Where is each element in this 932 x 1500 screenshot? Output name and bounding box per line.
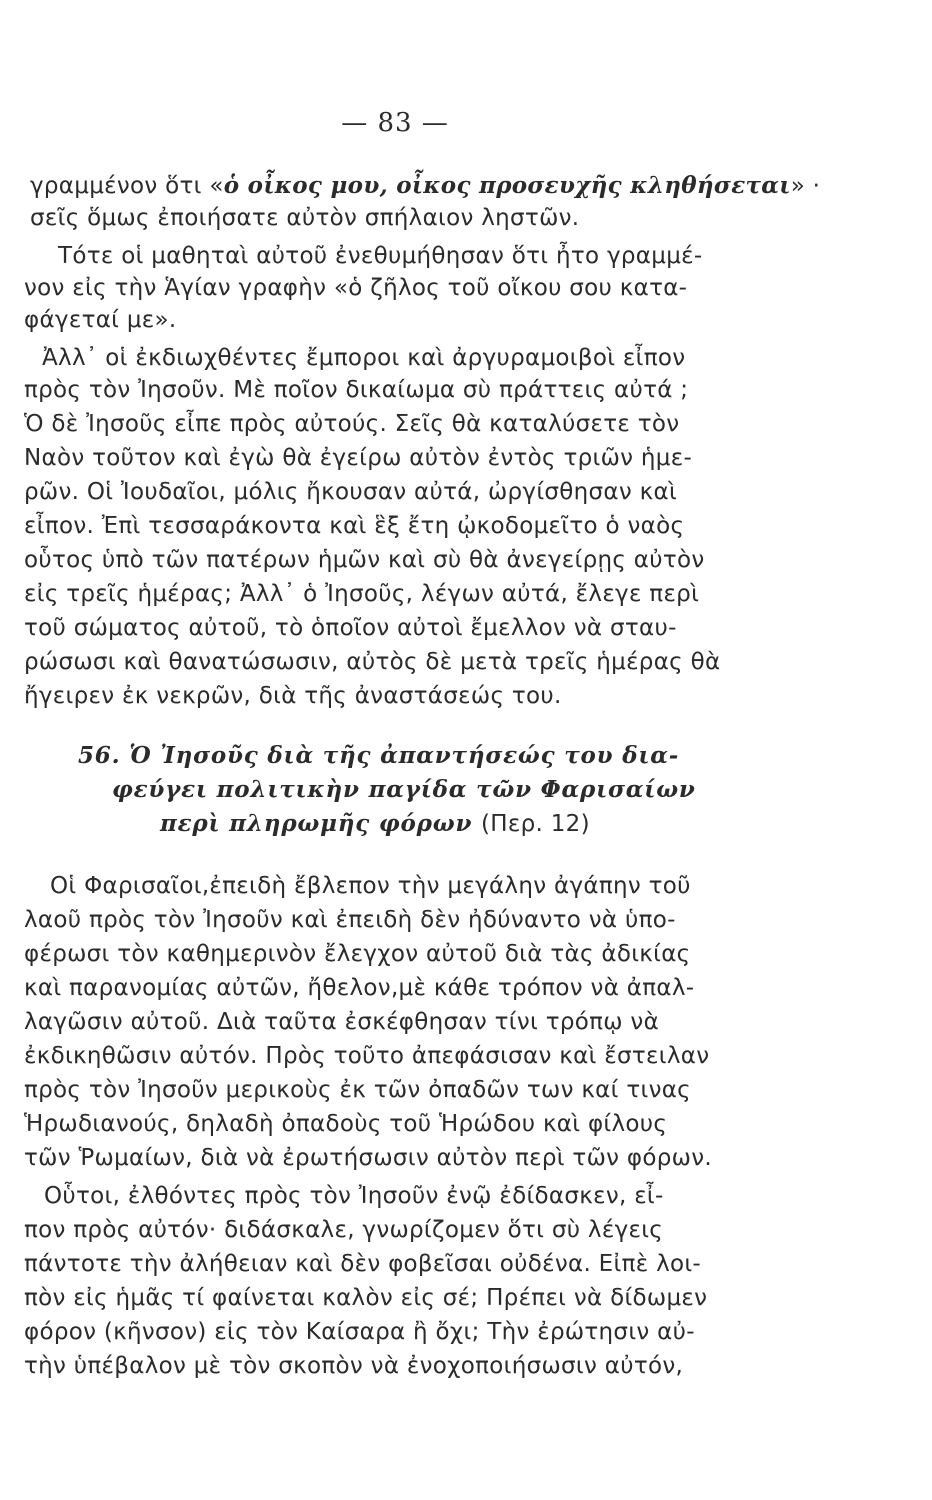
text-line: τοῦ σώματος αὐτοῦ, τὸ ὁποῖον αὐτοὶ ἔμελλον νὰ σταυ- xyxy=(24,615,677,641)
text-line: ἤγειρεν ἐκ νεκρῶν, διὰ τῆς ἀναστάσεώς του. xyxy=(24,683,562,709)
heading-text: περὶ πληρωμῆς φόρων xyxy=(160,810,473,837)
page-number: — 83 — xyxy=(341,108,449,138)
text-line: Οἱ Φαρισαῖοι,ἐπειδὴ ἔβλεπον τὴν μεγάλην ἀγάπην τοῦ xyxy=(50,873,691,899)
text-line: εἰς τρεῖς ἡμέρας; Ἀλλ᾽ ὁ Ἰησοῦς, λέγων αὐτά, ἔλεγε περὶ xyxy=(24,581,700,607)
text-line: Τότε οἱ μαθηταὶ αὐτοῦ ἐνεθυμήθησαν ὅτι ἦτο γραμμέ- xyxy=(58,243,703,269)
text-line: πον πρὸς αὐτόν· διδάσκαλε, γνωρίζομεν ὅτι σὺ λέγεις xyxy=(24,1217,664,1243)
text-line: ρώσωσι καὶ θανατώσωσιν, αὐτὸς δὲ μετὰ τρεῖς ἡμέρας θὰ xyxy=(24,649,721,675)
heading-line: 56. Ὁ Ἰησοῦς διὰ τῆς ἀπαντήσεώς του δια- xyxy=(78,742,680,769)
text-line: πρὸς τὸν Ἰησοῦν. Μὲ ποῖον δικαίωμα σὺ πράττεις αὐτά ; xyxy=(24,377,689,403)
text-line: Ὁ δὲ Ἰησοῦς εἶπε πρὸς αὐτούς. Σεῖς θὰ καταλύσετε τὸν xyxy=(24,411,680,437)
text-line: σεῖς ὅμως ἐποιήσατε αὐτὸν σπήλαιον ληστῶν. xyxy=(30,205,580,231)
heading-line: φεύγει πολιτικὴν παγίδα τῶν Φαρισαίων xyxy=(112,776,696,803)
text-line: Ἡρωδιανούς, δηλαδὴ ὀπαδοὺς τοῦ Ἡρώδου καὶ φίλους xyxy=(24,1111,668,1137)
text-line: ἐκδικηθῶσιν αὐτόν. Πρὸς τοῦτο ἀπεφάσισαν καὶ ἔστειλαν xyxy=(24,1043,710,1069)
text-fragment: γραμμένον ὅτι « xyxy=(30,173,224,199)
text-line: λαοῦ πρὸς τὸν Ἰησοῦν καὶ ἐπειδὴ δὲν ἠδύναντο νὰ ὑπο- xyxy=(24,907,676,933)
text-line: φάγεταί με». xyxy=(24,307,177,333)
scripture-quote: ὁ οἶκος μου, οἶκος προσευχῆς κληθήσεται xyxy=(223,172,791,199)
text-line: τῶν Ῥωμαίων, διὰ νὰ ἐρωτήσωσιν αὐτὸν περὶ τῶν φόρων. xyxy=(24,1145,712,1171)
text-line: φέρωσι τὸν καθημερινὸν ἔλεγχον αὐτοῦ διὰ τὰς ἀδικίας xyxy=(24,941,691,967)
text-line: Ναὸν τοῦτον καὶ ἐγὼ θὰ ἐγείρω αὐτὸν ἐντὸς τριῶν ἡμε- xyxy=(24,445,693,471)
text-line: τὴν ὑπέβαλον μὲ τὸν σκοπὸν νὰ ἐνοχοποιήσωσιν αὐτόν, xyxy=(24,1353,684,1379)
text-line: πρὸς τὸν Ἰησοῦν μερικοὺς ἐκ τῶν ὀπαδῶν των καί τινας xyxy=(24,1077,691,1103)
text-line: οὗτος ὑπὸ τῶν πατέρων ἡμῶν καὶ σὺ θὰ ἀνεγείρῃς αὐτὸν xyxy=(24,547,705,573)
text-line: Οὗτοι, ἐλθόντες πρὸς τὸν Ἰησοῦν ἐνῷ ἐδίδασκεν, εἶ- xyxy=(44,1183,664,1209)
text-line: νον εἰς τὴν Ἁγίαν γραφὴν «ὁ ζῆλος τοῦ οἴκου σου κατα- xyxy=(24,275,688,301)
text-fragment: » · xyxy=(790,173,821,199)
text-line: εἶπον. Ἐπὶ τεσσαράκοντα καὶ ἓξ ἔτη ᾠκοδομεῖτο ὁ ναὸς xyxy=(24,513,685,539)
text-line: Ἀλλ᾽ οἱ ἐκδιωχθέντες ἔμποροι καὶ ἀργυραμοιβοὶ εἶπον xyxy=(42,345,686,371)
text-line: πὸν εἰς ἡμᾶς τί φαίνεται καλὸν εἰς σέ; Πρέπει νὰ δίδωμεν xyxy=(24,1285,708,1311)
section-reference: (Περ. 12) xyxy=(481,811,590,837)
heading-line xyxy=(160,808,916,840)
text-line: ρῶν. Οἱ Ἰουδαῖοι, μόλις ἤκουσαν αὐτά, ὠργίσθησαν καὶ xyxy=(24,479,678,505)
text-line: λαγῶσιν αὐτοῦ. Διὰ ταῦτα ἐσκέφθησαν τίνι τρόπῳ νὰ xyxy=(24,1009,660,1035)
text-line xyxy=(30,170,916,202)
text-line: φόρον (κῆνσον) εἰς τὸν Καίσαρα ἢ ὄχι; Τὴν ἐρώτησιν αὐ- xyxy=(24,1319,695,1345)
text-line: καὶ παρανομίας αὐτῶν, ἤθελον,μὲ κάθε τρόπον νὰ ἀπαλ- xyxy=(24,975,695,1001)
text-line: πάντοτε τὴν ἀλήθειαν καὶ δὲν φοβεῖσαι οὐδένα. Εἰπὲ λοι- xyxy=(24,1251,702,1277)
